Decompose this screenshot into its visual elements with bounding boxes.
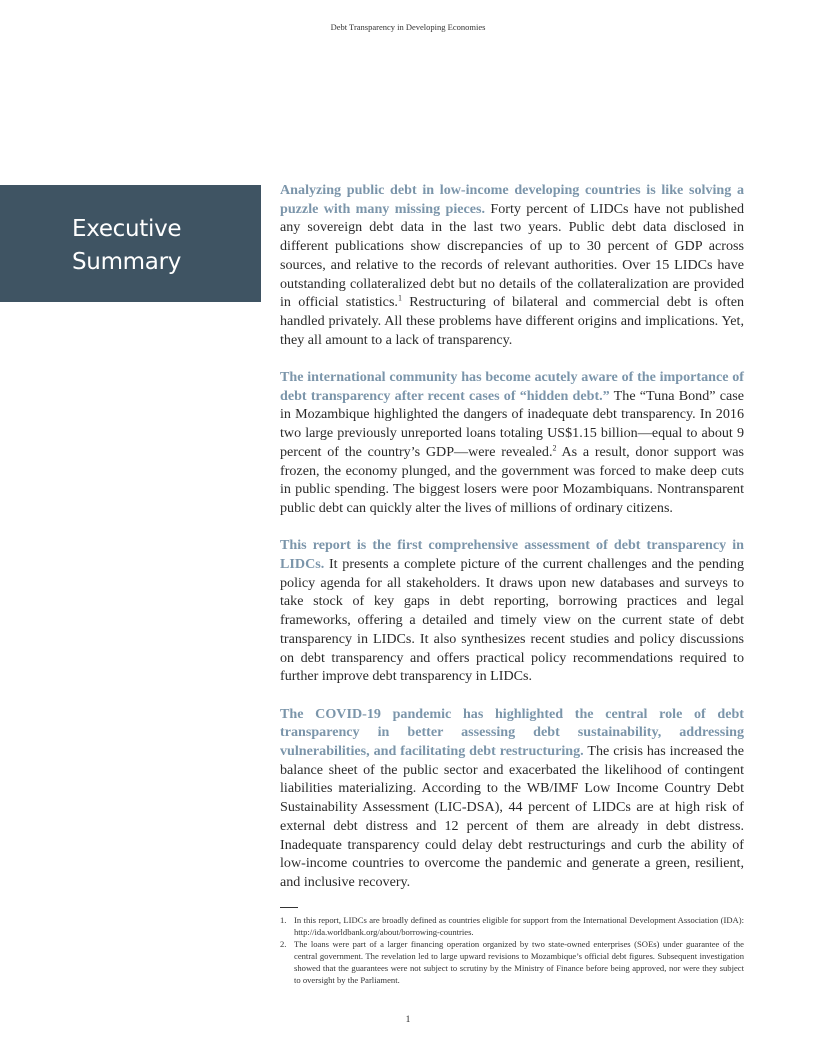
paragraph-lead: The COVID-19 pandemic has highlighted the central role of debt transparency in better assessing debt sustainability, addressing vulnerabilities, and facilitating debt restructuring. xyxy=(280,705,744,760)
section-title-line1: Executive xyxy=(72,216,182,242)
paragraph-body: The “Tuna Bond” case in Mozambique highlighted the dangers of inadequate debt transparency. In 2016 two large previously unreported loans totaling US$1.15 billion—equal to about 9 percent of the country’s GDP—were revealed. xyxy=(280,387,744,460)
footnote-2 xyxy=(280,938,744,986)
paragraph-lead: Analyzing public debt in low-income developing countries is like solving a puzzle with many missing pieces. xyxy=(280,182,744,217)
paragraph-tail: As a result, donor support was frozen, the economy plunged, and the government was forced to make deep cuts in public spending. The biggest losers were poor Mozambiquans. Nontransparent public debt can quickly alter the lives of millions of ordinary citizens. xyxy=(280,443,744,516)
footnote-ref-2: 2 xyxy=(552,443,557,453)
paragraph-body: The crisis has increased the balance sheet of the public sector and exacerbated the likelihood of contingent liabilities materializing. According to the WB/IMF Low Income Country Debt Sustainability Assessment (LIC-DSA), 44 percent of LIDCs are at high risk of external debt distress and 12 percent of them are already in debt distress. Inadequate transparency could delay debt restructurings and curb the ability of low-income countries to overcome the pandemic and generate a green, resilient, and inclusive recovery. xyxy=(280,743,744,890)
paragraph-2 xyxy=(280,368,744,518)
paragraph-tail: Restructuring of bilateral and commercial debt is often handled privately. All these problems have different origins and implications. Yet, they all amount to a lack of transparency. xyxy=(280,294,744,348)
section-title-box xyxy=(0,185,261,302)
paragraph-lead: This report is the first comprehensive assessment of debt transparency in LIDCs. xyxy=(280,537,744,573)
paragraph-1 xyxy=(280,181,744,349)
paragraph-body: Forty percent of LIDCs have not published any sovereign debt data in the last two years. Public debt data disclosed in different publications show discrepancies of up to 30 percent of GDP across sources, and relative to the records of relevant authorities. Over 15 LIDCs have outstanding collateralized debt but no details of the collateralization are provided in official statistics. xyxy=(280,200,744,311)
footnote-number: 2. xyxy=(280,939,287,949)
paragraph-lead: The international community has become acutely aware of the importance of debt transparency after recent cases of “hidden debt.” xyxy=(280,369,744,404)
footnote-text: In this report, LIDCs are broadly defined as countries eligible for support from the International Development Association (IDA): http://ida.worldbank.org/about/borrowing-countries. xyxy=(294,915,744,937)
paragraph-4 xyxy=(280,705,744,892)
paragraph-3 xyxy=(280,536,744,686)
running-header: Debt Transparency in Developing Economies xyxy=(330,22,486,32)
paragraph-body: It presents a complete picture of the current challenges and the pending policy agenda for all stakeholders. It draws upon new databases and surveys to take stock of key gaps in debt reporting, borrowing practices and legal frameworks, offering a detailed and timely view on the current state of debt transparency in LIDCs. It also synthesizes recent studies and policy discussions on debt transparency and offers practical policy recommendations required to further improve debt transparency in LIDCs. xyxy=(280,556,744,685)
footnote-1 xyxy=(280,914,744,938)
footnote-number: 1. xyxy=(280,915,287,925)
footnote-ref-1: 1 xyxy=(397,293,402,303)
footnote-text: The loans were part of a larger financing operation organized by two state-owned enterprises (SOEs) under guarantee of the central government. The revelation led to large upward revisions to Mozambique’s official debt figures. Subsequent investigation showed that the guarantees were not subject to scrutiny by the Ministry of Finance before being approved, nor were they subject to oversight by the Parliament. xyxy=(294,939,744,985)
footnote-divider xyxy=(280,907,298,908)
section-title-line2: Summary xyxy=(72,249,182,275)
body-text-column xyxy=(280,181,744,910)
footnotes xyxy=(280,914,744,986)
page-number: 1 xyxy=(405,1015,411,1025)
